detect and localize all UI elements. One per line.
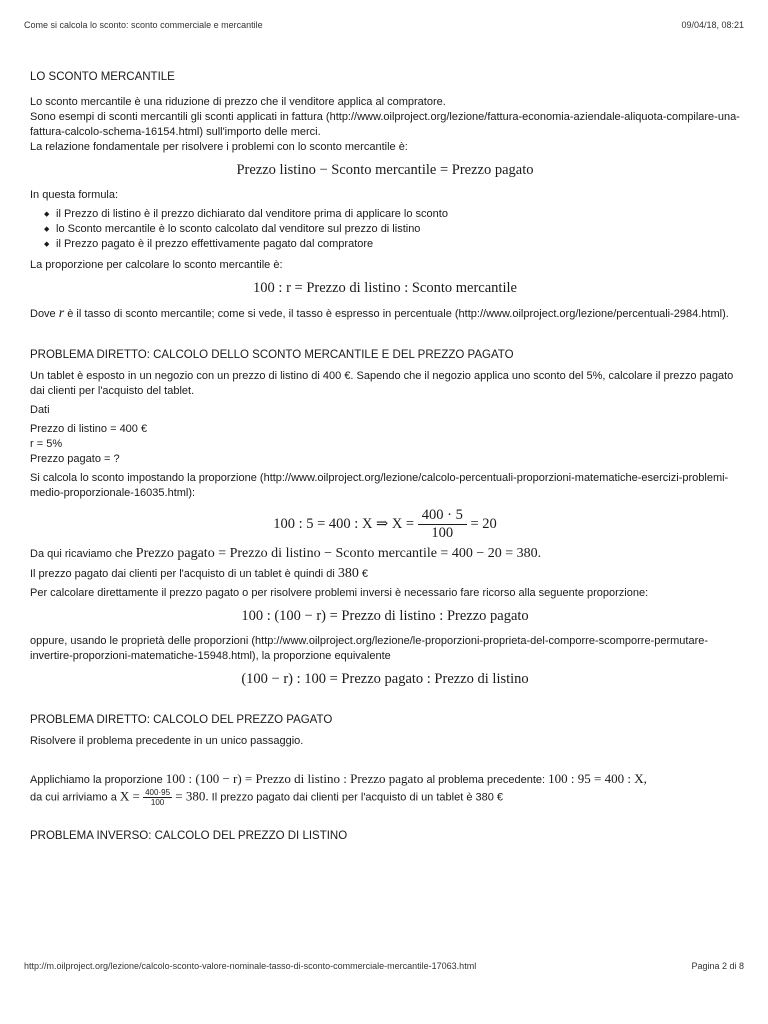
paragraph-oppure[interactable]: oppure, usando le proprietà delle proporzioni (http://www.oilproject.org/lezione/le-proporzioni-proprieta-del-comporre-scomporre-permutare-invertire-proporzioni-matematiche-15948.html), la proporzione equivalente — [30, 635, 709, 662]
paragraph-direct-calc: Per calcolare direttamente il prezzo pagato o per risolvere problemi inversi è necessario fare ricorso alla seguente proporzione: — [30, 587, 649, 599]
paragraph-arrive: da cui arriviamo a X = $\frac{400\cdot 95}{100}$ = 380. Il prezzo pagato dai clienti per l'acquisto di un tablet è 380 € — [30, 788, 504, 807]
dati-line: Prezzo di listino = 400 € — [30, 423, 148, 435]
paragraph-calc-intro[interactable]: Si calcola lo sconto impostando la proporzione (http://www.oilproject.org/lezione/calcolo-percentuali-proporzioni-matematiche-esercizi-problemi-medio-proporzionale-16035.html): — [30, 472, 729, 499]
dati-label: Dati — [30, 404, 50, 416]
paragraph-apply: Applichiamo la proporzione 100 : (100 − r) = Prezzo di listino : Prezzo pagato al problema precedente: 100 : 95 = 400 : X, — [30, 771, 647, 786]
page-number: Pagina 2 di 8 — [691, 961, 744, 971]
dati-line: Prezzo pagato = ? — [30, 453, 120, 465]
dati-line: r = 5% — [30, 438, 63, 450]
fraction: $\frac{400 \cdot 5}{100}$ — [418, 507, 467, 542]
fraction: $\frac{400\cdot 95}{100}$ — [145, 788, 171, 807]
page-url[interactable]: http://m.oilproject.org/lezione/calcolo-sconto-valore-nominale-tasso-di-sconto-commerciale-mercantile-17063.html — [24, 961, 477, 971]
paragraph-single-step: Risolvere il problema precedente in un unico passaggio. — [30, 735, 304, 747]
section-heading-problema-inverso: PROBLEMA INVERSO: CALCOLO DEL PREZZO DI LISTINO — [30, 830, 348, 842]
paragraph-examples[interactable]: Sono esempi di sconti mercantili gli sconti applicati in fattura (http://www.oilproject.org/lezione/fattura-economia-aziendale-aliquota-compilare-una-fattura-calcolo-schema-16154.html) sull'importo delle merci. — [30, 111, 740, 138]
formula-intro: In questa formula: — [30, 189, 119, 201]
section-heading-problema-diretto-1: PROBLEMA DIRETTO: CALCOLO DELLO SCONTO MERCANTILE E DEL PREZZO PAGATO — [30, 349, 514, 361]
paragraph-price-paid: Il prezzo pagato dai clienti per l'acquisto di un tablet è quindi di 380 € — [30, 566, 369, 581]
paragraph-rate[interactable]: Dove r è il tasso di sconto mercantile; come si vede, il tasso è espresso in percentuale (http://www.oilproject.org/lezione/percentuali-2984.html). — [30, 306, 729, 321]
formula-proportion: 100 : r = Prezzo di listino : Sconto mercantile — [253, 280, 517, 296]
proportion-intro: La proporzione per calcolare lo sconto mercantile è: — [30, 259, 283, 271]
formula-discount-calculation: 100 : 5 = 400 : X ⇒ X = $\frac{400 \cdot 5}{100}$ = 20 — [273, 507, 497, 541]
print-footer — [24, 961, 744, 975]
list-item: ◆ lo Sconto mercantile è lo sconto calcolato dal venditore sul prezzo di listino — [44, 222, 740, 237]
document-title: Come si calcola lo sconto: sconto commerciale e mercantile — [24, 20, 263, 30]
formula-fundamental-relation: Prezzo listino − Sconto mercantile = Prezzo pagato — [236, 162, 534, 178]
formula-direct-proportion: 100 : (100 − r) = Prezzo di listino : Prezzo pagato — [241, 608, 529, 624]
page-content — [30, 70, 740, 844]
section-heading-problema-diretto-2: PROBLEMA DIRETTO: CALCOLO DEL PREZZO PAGATO — [30, 714, 333, 726]
formula-equivalent-proportion: (100 − r) : 100 = Prezzo pagato : Prezzo di listino — [241, 671, 529, 687]
print-header — [24, 20, 744, 34]
list-item: ◆ il Prezzo di listino è il prezzo dichiarato dal venditore prima di applicare lo sconto — [44, 207, 740, 222]
paragraph-definition: Lo sconto mercantile è una riduzione di prezzo che il venditore applica al compratore. — [30, 96, 446, 108]
paragraph-result: Da qui ricaviamo che Prezzo pagato = Prezzo di listino − Sconto mercantile = 400 − 20 = 380. — [30, 546, 542, 561]
problem-statement: Un tablet è esposto in un negozio con un prezzo di listino di 400 €. Sapendo che il negozio applica uno sconto del 5%, calcolare il prezzo pagato dai clienti per l'acquisto del tablet. — [30, 370, 734, 397]
list-item: ◆ il Prezzo pagato è il prezzo effettivamente pagato dal compratore — [44, 237, 740, 252]
formula-terms-list — [30, 207, 740, 252]
print-datetime: 09/04/18, 08:21 — [681, 20, 744, 30]
section-heading-sconto-mercantile: LO SCONTO MERCANTILE — [30, 71, 175, 83]
paragraph-relation: La relazione fondamentale per risolvere i problemi con lo sconto mercantile è: — [30, 141, 408, 153]
